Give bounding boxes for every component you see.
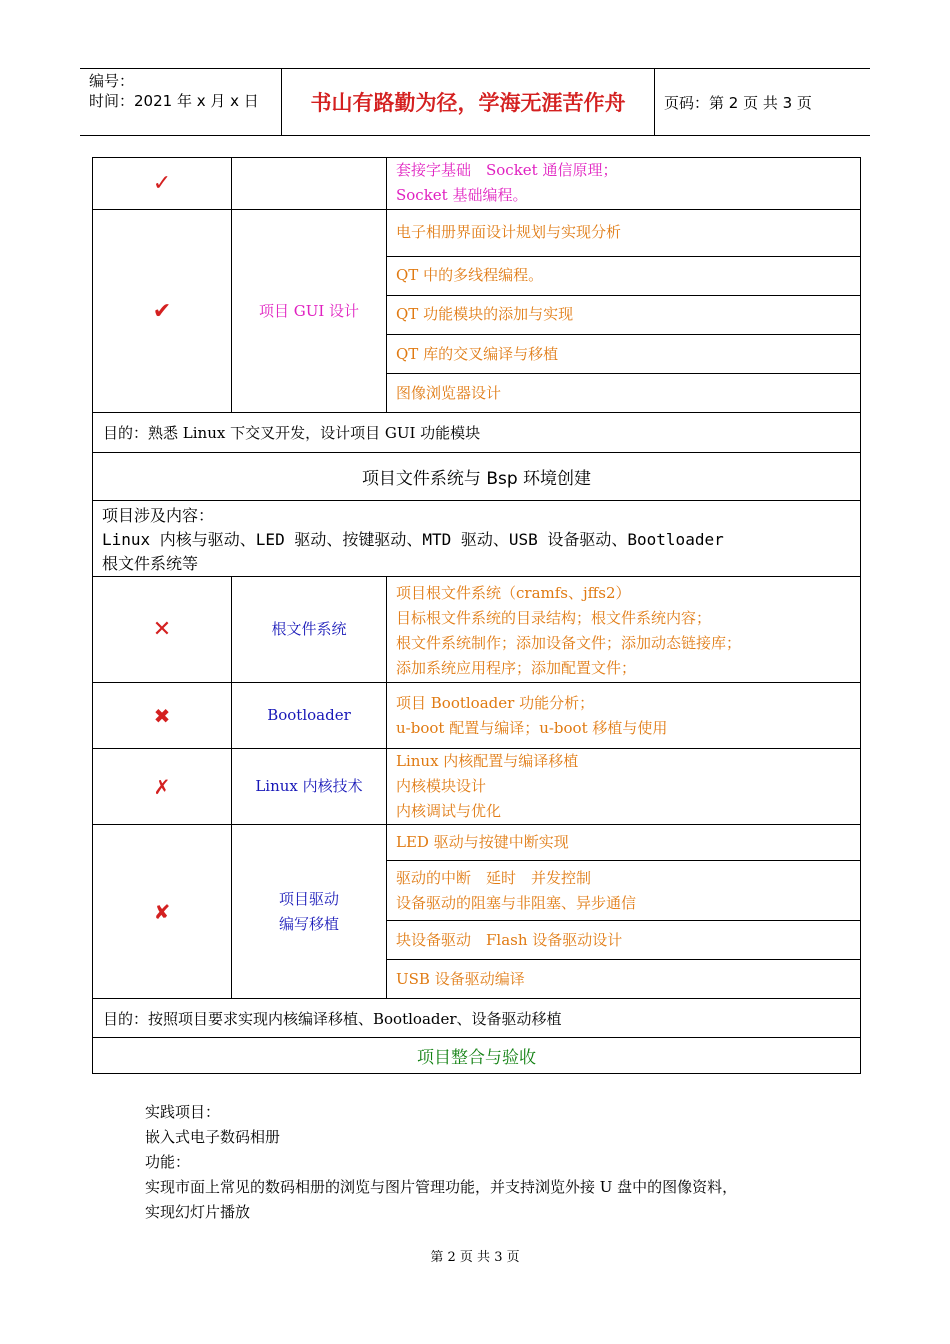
header-motto: 书山有路勤为径，学海无涯苦作舟 — [282, 69, 655, 135]
heavy-x-icon: ✖ — [93, 683, 232, 748]
topic-bootloader: Bootloader — [232, 683, 387, 748]
driver-item: 块设备驱动 Flash 设备驱动设计 — [387, 920, 860, 959]
gui-item: 图像浏览器设计 — [387, 373, 860, 412]
heavy-check-icon: ✔ — [93, 210, 232, 412]
rootfs-content — [387, 577, 860, 682]
topic-socket — [232, 158, 387, 209]
section-title: 项目文件系统与 Bsp 环境创建 — [93, 452, 860, 500]
content-line: Linux 内核与驱动、LED 驱动、按键驱动、MTD 驱动、USB 设备驱动、Bootloader — [102, 530, 724, 549]
topic-rootfs: 根文件系统 — [232, 577, 387, 682]
header-page-number: 页码：第 2 页 共 3 页 — [664, 93, 812, 112]
topic-line: 编写移植 — [278, 914, 339, 933]
function-desc: 实现市面上常见的数码相册的浏览与图片管理功能，并支持浏览外接 U 盘中的图像资料， — [145, 1178, 738, 1196]
function-label: 功能： — [145, 1153, 191, 1171]
row-bootloader — [93, 682, 860, 748]
content-line: 设备驱动的阻塞与非阻塞、异步通信 — [396, 893, 637, 912]
content-line: 目标根文件系统的目录结构；根文件系统内容； — [396, 609, 712, 627]
heavy-ballot-x-icon: ✘ — [93, 825, 232, 998]
topic-line: 项目驱动 — [278, 889, 339, 908]
header-meta — [80, 69, 282, 135]
doc-date: 时间：2021 年 x 月 x 日 — [89, 92, 259, 110]
page-footer: 第 2 页 共 3 页 — [430, 1250, 520, 1265]
row-kernel — [93, 748, 860, 824]
content-line: 驱动的中断 延时 并发控制 — [396, 868, 592, 887]
check-icon: ✓ — [93, 158, 232, 209]
practice-section — [145, 1100, 737, 1225]
topic-gui: 项目 GUI 设计 — [232, 210, 387, 412]
course-table — [92, 157, 861, 1074]
content-line: 项目 Bootloader 功能分析； — [396, 693, 595, 712]
content-line: Linux 内核配置与编译移植 — [396, 752, 579, 770]
content-line: 套接字基础 Socket 通信原理； — [396, 161, 618, 179]
socket-content — [387, 158, 860, 208]
practice-label: 实践项目： — [145, 1103, 221, 1121]
row-rootfs — [93, 576, 860, 682]
row-socket — [93, 158, 860, 209]
content-label: 项目涉及内容： — [102, 506, 215, 525]
row-gui — [93, 209, 860, 412]
cross-icon: ✕ — [93, 577, 232, 682]
driver-item — [387, 860, 860, 920]
content-line: 根文件系统等 — [102, 554, 199, 573]
topic-kernel: Linux 内核技术 — [232, 749, 387, 824]
content-line: u-boot 配置与编译；u-boot 移植与使用 — [396, 718, 668, 737]
goal-driver: 目的：按照项目要求实现内核编译移植、Bootloader、设备驱动移植 — [93, 998, 860, 1037]
kernel-content — [387, 749, 860, 824]
content-line: 内核调试与优化 — [396, 802, 502, 820]
content-line: Socket 基础编程。 — [396, 186, 528, 204]
row-driver — [93, 824, 860, 998]
driver-item: USB 设备驱动编译 — [387, 959, 860, 998]
content-line: 添加系统应用程序；添加配置文件； — [396, 659, 637, 677]
gui-item: QT 功能模块的添加与实现 — [387, 295, 860, 335]
gui-item: QT 中的多线程编程。 — [387, 256, 860, 295]
doc-number: 编号： — [89, 72, 135, 90]
practice-name: 嵌入式电子数码相册 — [145, 1128, 281, 1146]
gui-item: QT 库的交叉编译与移植 — [387, 334, 860, 373]
content-line: 内核模块设计 — [396, 777, 487, 795]
final-title: 项目整合与验收 — [93, 1037, 860, 1073]
page-header — [80, 68, 870, 136]
content-line: 项目根文件系统（cramfs、jffs2） — [396, 584, 631, 602]
bootloader-content — [387, 683, 860, 748]
gui-item: 电子相册界面设计规划与实现分析 — [396, 223, 622, 242]
content-line: 根文件系统制作；添加设备文件；添加动态链接库； — [396, 634, 742, 652]
topic-driver — [232, 825, 387, 998]
driver-item: LED 驱动与按键中断实现 — [396, 833, 569, 851]
function-desc: 实现幻灯片播放 — [145, 1203, 251, 1221]
project-content — [93, 500, 860, 576]
goal-gui: 目的：熟悉 Linux 下交叉开发，设计项目 GUI 功能模块 — [93, 412, 860, 452]
ballot-x-icon: ✗ — [93, 749, 232, 824]
